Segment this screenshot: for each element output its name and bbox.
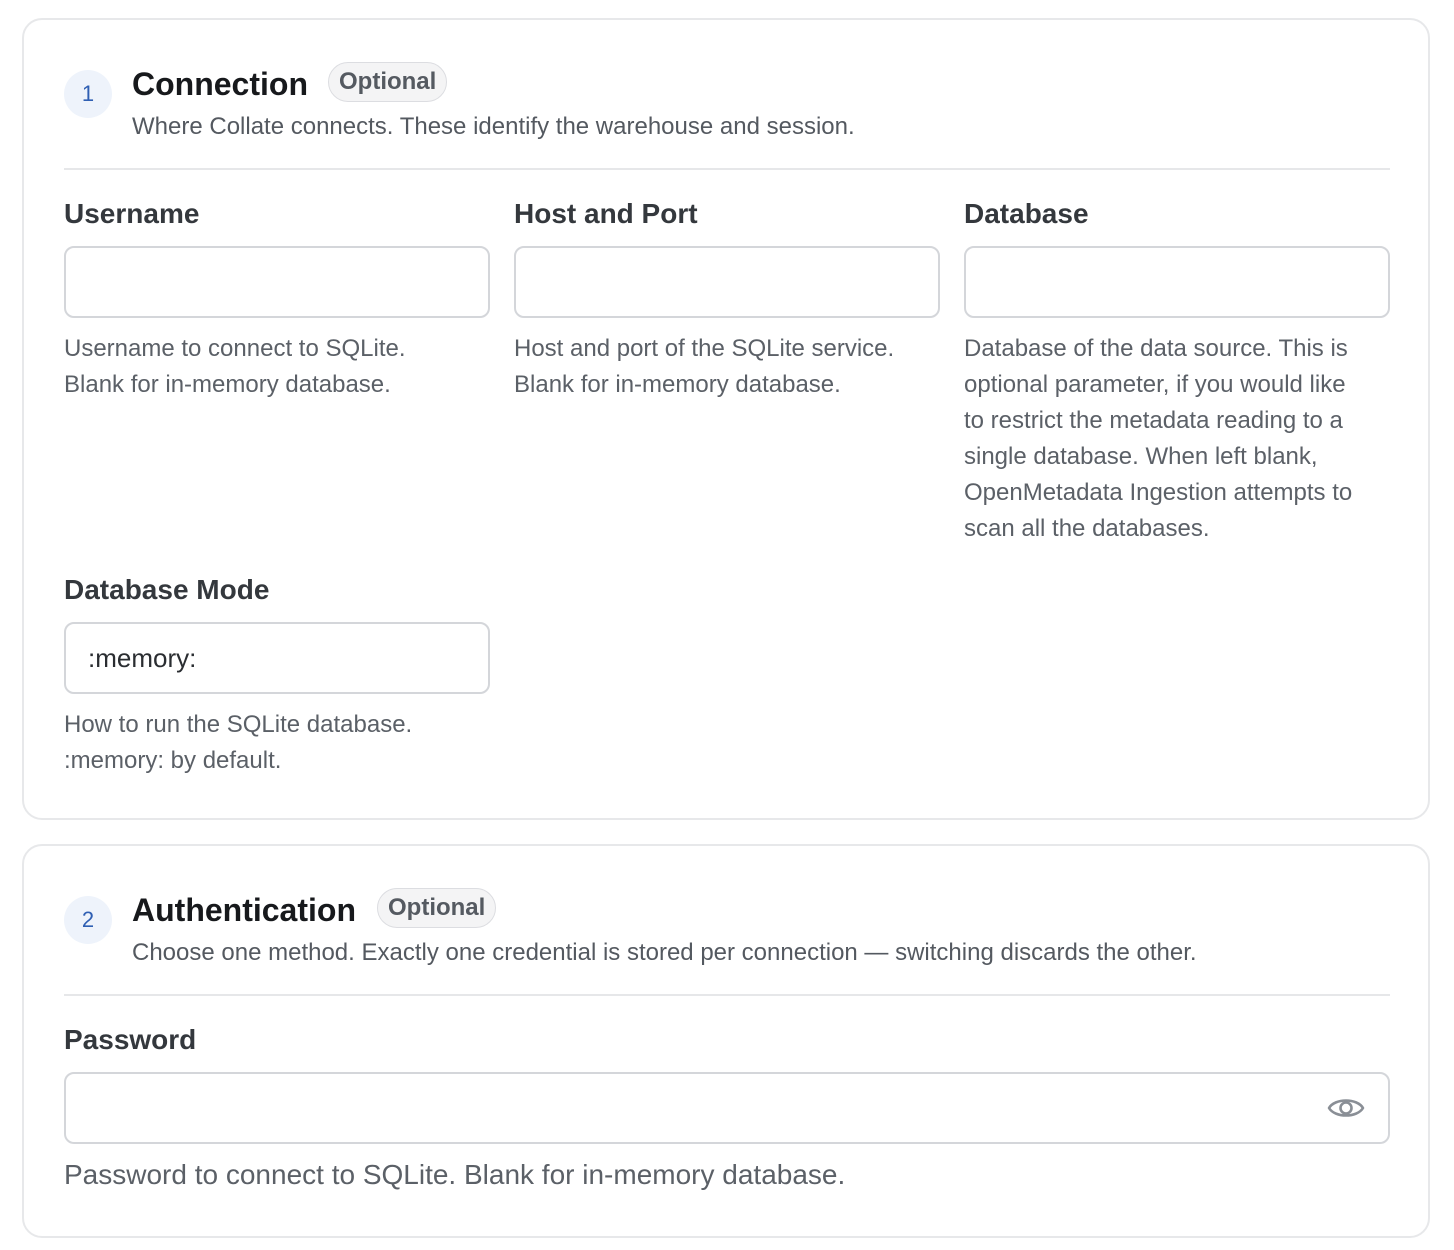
database-help-line: to restrict the metadata reading to a: [964, 407, 1343, 434]
database-mode-help: [64, 707, 490, 779]
step-number-badge: 2: [64, 896, 112, 944]
database-help-line: scan all the databases.: [964, 515, 1210, 542]
database-input[interactable]: [964, 246, 1390, 318]
authentication-title: Authentication: [132, 892, 356, 928]
username-input[interactable]: [64, 246, 490, 318]
host-port-help-line: Blank for in-memory database.: [514, 371, 841, 398]
database-help-line: optional parameter, if you would like: [964, 371, 1346, 398]
database-help-line: Database of the data source. This is: [964, 335, 1348, 362]
username-help: [64, 331, 490, 403]
database-mode-help-line: How to run the SQLite database.: [64, 711, 413, 738]
database-mode-help-line: :memory: by default.: [64, 747, 282, 774]
connection-title: Connection: [132, 66, 308, 102]
host-port-help-line: Host and port of the SQLite service.: [514, 335, 895, 362]
connection-description: Where Collate connects. These identify the warehouse and session.: [132, 113, 855, 140]
connection-section: [22, 18, 1430, 820]
database-mode-label: Database Mode: [64, 574, 270, 605]
host-port-input[interactable]: [514, 246, 940, 318]
authentication-section: [22, 844, 1430, 1238]
password-label: Password: [64, 1024, 197, 1055]
step-number-badge: 1: [64, 70, 112, 118]
username-help-line: Blank for in-memory database.: [64, 371, 391, 398]
username-label: Username: [64, 198, 200, 229]
database-help: [964, 331, 1390, 547]
database-help-line: OpenMetadata Ingestion attempts to: [964, 479, 1353, 506]
eye-icon[interactable]: [1326, 1088, 1366, 1128]
optional-badge: Optional: [328, 62, 447, 102]
divider: [64, 994, 1390, 996]
authentication-description: Choose one method. Exactly one credential is stored per connection — switching discards the other.: [132, 939, 1197, 966]
username-help-line: Username to connect to SQLite.: [64, 335, 406, 362]
database-mode-input[interactable]: [64, 622, 490, 694]
optional-badge: Optional: [377, 888, 496, 928]
password-input[interactable]: [64, 1072, 1390, 1144]
host-port-label: Host and Port: [514, 198, 698, 229]
host-port-help: [514, 331, 940, 403]
divider: [64, 168, 1390, 170]
database-label: Database: [964, 198, 1089, 229]
password-help: Password to connect to SQLite. Blank for in-memory database.: [64, 1159, 846, 1190]
database-help-line: single database. When left blank,: [964, 443, 1318, 470]
